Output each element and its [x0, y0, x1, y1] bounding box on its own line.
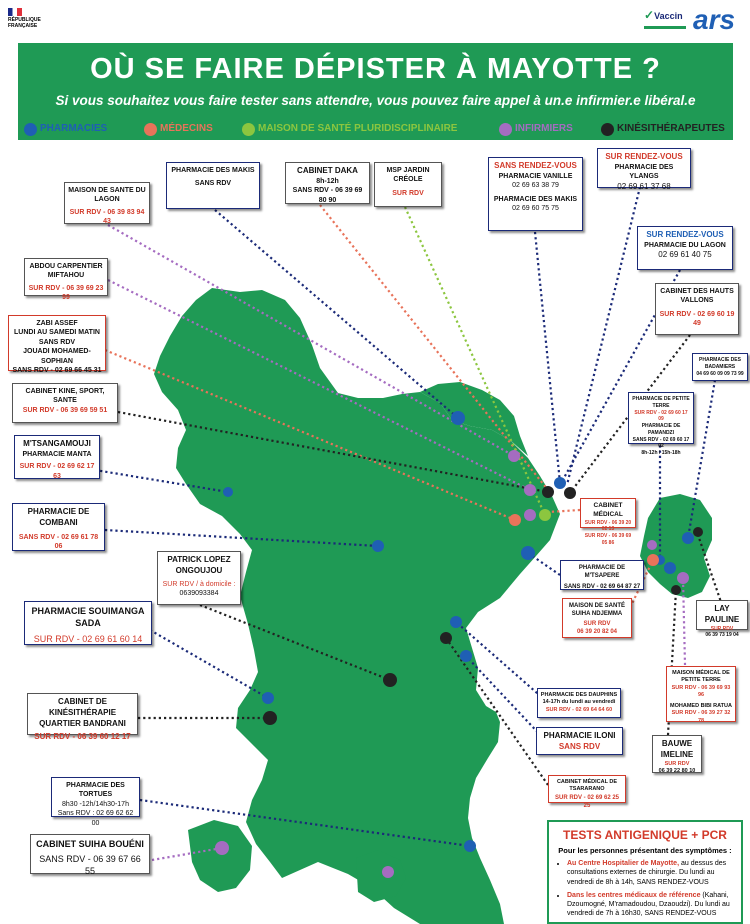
box-pharmacie-souimanga: [24, 601, 152, 645]
box-pharmacie-tortues: [51, 777, 140, 827]
marker-infirmier: [508, 450, 520, 462]
box-hours: 8h-12h: [316, 177, 339, 185]
marker-kine: [263, 711, 277, 725]
box-pharmacie-combani: [12, 503, 105, 551]
box-line: SUR RDV - 02 69 62 17 63: [19, 463, 95, 480]
box-line: SANS RDV: [194, 180, 232, 188]
box-pharmacie-lagon: [637, 226, 733, 270]
marker-kine: [693, 527, 703, 537]
marker-infirmier: [524, 484, 536, 496]
box-zabi-assef: [8, 315, 106, 375]
box-title: PATRICK LOPEZ ONGOUJOU: [167, 555, 231, 575]
box-pharmacie-manta: [14, 435, 100, 479]
marker-msp: [539, 509, 551, 521]
box-hours: 8h30 -12h/14h30-17h: [62, 800, 129, 808]
box-phone: 02 69 61 37 68: [617, 181, 671, 191]
marker-medecin: [509, 514, 521, 526]
box-pharmacie-iloni: [536, 727, 623, 755]
box-line: SANS RDV: [558, 741, 601, 751]
marker-pharmacie: [554, 477, 566, 489]
box-pharmacie-dauphins: [537, 688, 621, 718]
box-title: PHARMACIE DES DAUPHINS: [540, 692, 618, 698]
marker-pharmacie: [464, 840, 476, 852]
box-title: CABINET SUIHA BOUÉNI: [36, 839, 144, 849]
box-title: PHARMACIE SOUIMANGA SADA: [31, 606, 145, 629]
box-phone: 02 69 61 40 75: [658, 250, 712, 260]
tests-title: TESTS ANTIGENIQUE + PCR: [563, 828, 727, 842]
marker-kine: [440, 632, 452, 644]
ars-logo: ars: [693, 4, 736, 35]
marker-medecin: [647, 554, 659, 566]
vaccin-label: Vaccin: [654, 11, 683, 21]
box-pharmacie-badamiers: [692, 353, 748, 381]
box-line: SUR RDV: [710, 625, 734, 632]
box-line: 14-17h du lundi au vendredi: [542, 699, 616, 706]
tests-subtitle: Pour les personnes présentant des symptômes :: [558, 845, 732, 855]
vaccin-check-icon: ✓Vaccin: [644, 8, 683, 22]
box-title: PHARMACIE DES MAKIS: [171, 167, 255, 174]
box-title: MAISON DE SANTE DU LAGON: [68, 187, 146, 204]
leader-vanille: [535, 232, 560, 483]
box-title: CABINET DAKA: [297, 166, 358, 175]
box-title: BAUWE IMELINE: [660, 739, 694, 759]
tests-item-centres: [567, 891, 733, 918]
marker-pharmacie: [372, 540, 384, 552]
box-line: PHARMACIE DES MAKIS: [493, 195, 578, 203]
marker-pharmacie: [450, 616, 462, 628]
box-head: SUR RENDEZ-VOUS: [605, 152, 683, 161]
tests-item-bold: Dans les centres médicaux de référence: [567, 891, 701, 899]
box-cabinet-hauts-vallons: [655, 283, 739, 335]
legend-pharmacies: PHARMACIES: [40, 123, 108, 134]
page-title: OÙ SE FAIRE DÉPISTER À MAYOTTE ?: [90, 53, 661, 85]
box-line: SUR RDV - 06 39 27 32 78: [671, 710, 731, 724]
box-line: 04 69 60 09 09 73 99: [696, 370, 744, 377]
box-title: PHARMACIE DU LAGON: [644, 241, 726, 249]
box-line: SUR RDV - 06 39 69 05 86: [584, 533, 632, 546]
marker-infirmier: [677, 572, 689, 584]
box-title: CABINET DES HAUTS VALLONS: [660, 288, 734, 305]
box-line: SANS RDV - 02 69 60 17 02: [632, 436, 690, 450]
box-cabinet-suiha-boueni: [30, 834, 150, 877]
tests-list: [557, 859, 733, 918]
leader-souimanga: [150, 630, 268, 698]
marker-pharmacie: [664, 562, 676, 574]
box-cabinet-medical: [580, 498, 636, 546]
marker-infirmier: [215, 841, 229, 855]
box-abdou-carpentier: [24, 258, 108, 302]
south-islet: [188, 820, 252, 892]
box-phone: 02 69 63 38 79: [512, 182, 559, 190]
box-line: SUR RDV - 06 39 83 94 43: [69, 208, 145, 226]
box-head: SANS RENDEZ-VOUS: [494, 161, 577, 170]
box-maison-medical-petite-terre: [666, 666, 736, 722]
box-phone: 06 39 73 19 04: [705, 632, 739, 639]
marker-infirmier: [382, 866, 394, 878]
box-bauwe-imeline: [652, 735, 702, 773]
box-title: PHARMACIE DE PETITE TERRE: [632, 396, 690, 409]
box-line: LUNDI AU SAMEDI MATIN: [14, 329, 100, 337]
tests-antigenique-pcr-panel: [547, 820, 743, 924]
box-line: SUR RDV: [664, 760, 690, 767]
republique-label: RÉPUBLIQUE FRANÇAISE: [8, 17, 41, 29]
box-cabinet-daka: [285, 162, 370, 204]
box-line: SUR RDV / à domicile :: [162, 580, 236, 588]
box-cabinet-kine-bandrani: [27, 693, 138, 742]
marker-kine: [383, 673, 397, 687]
box-title: LAY PAULINE: [704, 604, 740, 624]
box-title: PHARMACIE DE M'TSAPERE: [578, 565, 626, 580]
box-line: MOHAMED BIBI RATUA: [670, 702, 732, 709]
box-title: ZABI ASSEF: [36, 320, 78, 327]
box-cabinet-kine-sport: [12, 383, 118, 423]
box-line: SANS RDV - 02 69 61 78 06: [18, 533, 99, 551]
legend-msp: MAISON DE SANTÉ PLURIDISCIPLINAIRE: [258, 123, 458, 134]
marker-infirmier: [647, 540, 657, 550]
box-line: SUR RDV - 02 69 60 17 09: [634, 409, 688, 423]
box-line: SUR RDV - 02 69 60 19 49: [659, 310, 735, 328]
tests-item-chm: [567, 859, 733, 886]
box-pharmacie-petite-terre: [628, 392, 694, 456]
box-line: SUR RDV - 06 39 69 59 51: [22, 406, 108, 414]
box-line: SUR RDV - 02 69 62 25 25: [554, 794, 620, 809]
marker-pharmacie: [262, 692, 274, 704]
box-line: SANS RDV: [38, 338, 76, 346]
tests-item-text: au dessus des consultations externes de chirurgie. Du lundi au vendredi de 8h à 14h, SANS RENDEZ-VOUS: [567, 860, 727, 886]
box-pharmacie-makis: [166, 162, 260, 209]
box-msp-jardin-creole: [374, 162, 442, 207]
box-sans-rdv-vanille: [488, 157, 583, 231]
box-line: SUR RDV - 06 39 69 93 96: [671, 684, 731, 699]
legend-kine: KINÉSITHÉRAPEUTES: [617, 123, 725, 134]
box-title: PHARMACIE MANTA: [22, 450, 92, 458]
box-line: SUR RDV - 06 39 69 23 99: [28, 284, 104, 302]
box-line: 8h-12h / 15h-18h: [641, 450, 681, 456]
box-line: SANS RDV - 06 39 67 66 55: [39, 854, 141, 877]
box-title: MSP JARDIN CRÉOLE: [386, 167, 430, 184]
box-line: SUR RDV: [583, 621, 611, 628]
box-title: PHARMACIE DES BADAMIERS: [699, 357, 741, 370]
box-maison-sante-suiha-ndjemma: [562, 598, 632, 638]
box-line: SUR RDV - 02 69 64 64 60: [545, 706, 613, 713]
box-phone: 06 39 20 82 04: [576, 629, 618, 636]
box-head: SUR RENDEZ-VOUS: [646, 230, 724, 239]
box-line: SANS RDV - 06 39 69 80 90: [292, 187, 363, 204]
box-maison-sante-lagon: [64, 182, 150, 224]
marker-infirmier: [524, 509, 536, 521]
box-patrick-lopez: [157, 551, 241, 605]
box-line: SUR RDV - 02 69 61 60 14: [33, 634, 143, 645]
legend-medecins: MÉDECINS: [160, 123, 213, 134]
page-subtitle: Si vous souhaitez vous faire tester sans attendre, vous pouvez faire appel à un.e infirmier.e libéral.e: [55, 93, 696, 108]
box-title: CABINET KINE, SPORT, SANTE: [25, 388, 105, 405]
box-title: MAISON DE SANTÉ SUIHA NDJEMMA: [568, 603, 625, 618]
marker-pharmacie: [460, 650, 472, 662]
box-line: SUR RDV - 06 39 60 12 17: [34, 732, 131, 742]
box-line: SUR RDV - 06 39 20 02 13: [584, 519, 632, 533]
box-line: SUR RDV: [392, 189, 424, 197]
marker-pharmacie: [682, 532, 694, 544]
box-phone: 06 39 22 80 10: [658, 768, 696, 775]
marker-kine: [564, 487, 576, 499]
marker-pharmacie: [223, 487, 233, 497]
marker-kine: [542, 486, 554, 498]
box-line: SANS RDV - 02 69 64 87 27: [563, 584, 641, 591]
box-line: JOUADI MOHAMED-SOPHIAN: [23, 348, 91, 365]
box-title: MAISON MÉDICAL DE PETITE TERRE: [672, 670, 730, 684]
box-pharmacie-mtsapere: [560, 560, 644, 590]
box-phone: 02 69 60 75 75: [512, 205, 559, 213]
box-title: PHARMACIE DES YLANGS: [614, 163, 674, 181]
box-title: PHARMACIE DE PAMANDZI: [641, 423, 681, 436]
box-title: CABINET MÉDICAL: [593, 502, 623, 518]
tests-item-text: (Kahani, Dzoumogné, M'ramadoudou, Dzaoudzi). Du lundi au vendredi de 7h à 16h30, SANS RENDEZ-VOUS: [567, 891, 730, 917]
box-lay-pauline: [696, 600, 748, 639]
box-title: M'TSANGAMOUJI: [23, 439, 91, 448]
box-line: SANS RDV - 02 69 66 45 31: [12, 367, 102, 375]
box-cabinet-tsararano: [548, 775, 626, 809]
marker-pharmacie: [521, 546, 535, 560]
box-title: CABINET MÉDICAL DE TSARARANO: [556, 779, 618, 793]
box-line: PHARMACIE VANILLE: [498, 172, 573, 180]
marker-pharmacie: [451, 411, 465, 425]
box-line: Sans RDV : 02 69 62 62 00: [57, 810, 134, 827]
box-title: PHARMACIE ILONI: [543, 731, 616, 740]
box-title: PHARMACIE DE COMBANI: [27, 507, 90, 527]
box-pharmacie-ylangs: [597, 148, 691, 191]
legend-infirmiers: INFIRMIERS: [515, 123, 573, 134]
tests-item-bold: Au Centre Hospitalier de Mayotte,: [567, 860, 680, 868]
box-title: PHARMACIE DES TORTUES: [66, 782, 125, 799]
marker-kine: [671, 585, 681, 595]
box-phone: 0639093384: [179, 590, 219, 598]
box-title: CABINET DE KINÉSITHÉRAPIE QUARTIER BANDRANI: [39, 697, 126, 728]
box-title: ABDOU CARPENTIER MIFTAHOU: [29, 263, 103, 280]
